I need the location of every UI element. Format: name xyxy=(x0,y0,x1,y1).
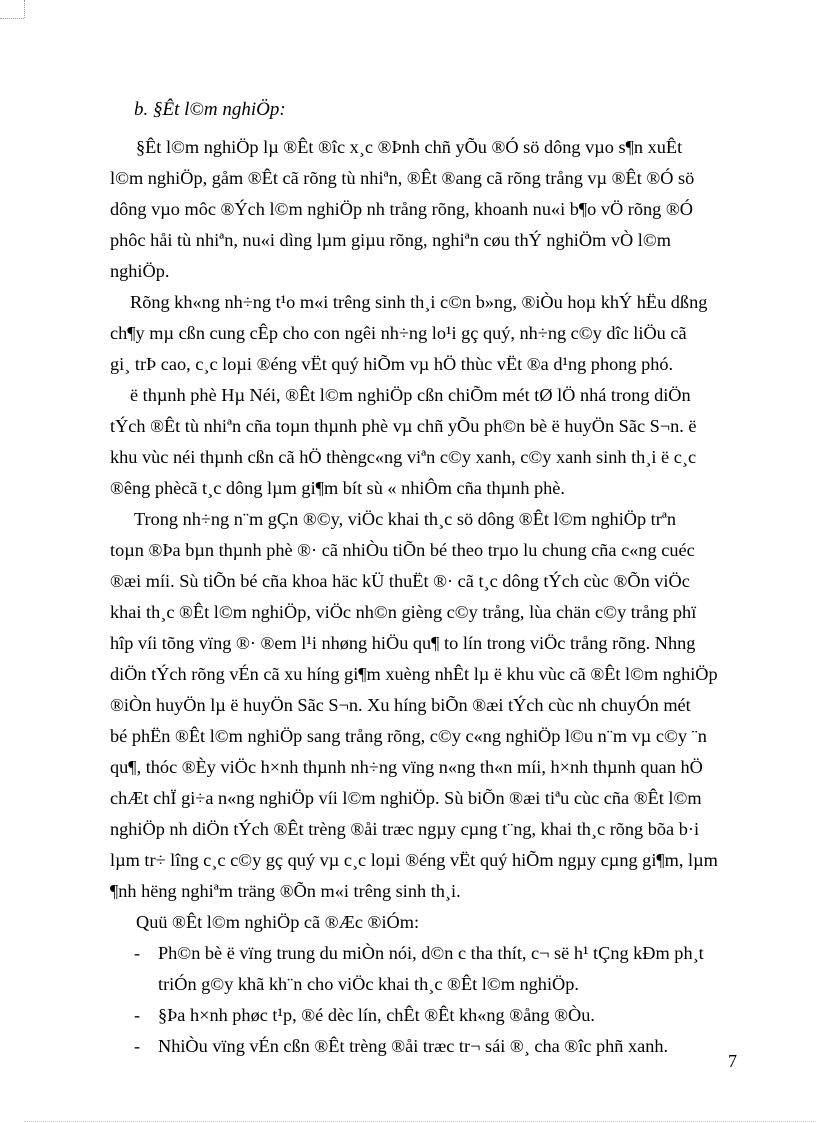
paragraph-2 xyxy=(110,287,730,380)
crop-mark-vertical xyxy=(24,0,25,18)
paragraph-line: ®iÒn huyÖn lµ ë huyÖn Sãc S¬n. Xu híng biÕn ®æi tÝch cùc nh chuyÓn mét xyxy=(110,695,691,715)
paragraph-line: chÆt chÏ gi÷a n«ng nghiÖp víi l©m nghiÖp. Sù biÕn ®æi tiªu cùc cña ®Êt l©m xyxy=(110,788,702,808)
list-item-line: NhiÒu vïng vÉn cßn ®Êt trèng ®åi træc tr¬ sái ®¸ cha ®îc phñ xanh. xyxy=(158,1036,669,1056)
paragraph-line: toµn ®Þa bµn thµnh phè ®· cã nhiÒu tiÕn bé theo trµo lu chung cña c«ng cuéc xyxy=(110,540,695,560)
paragraph-line: nghiÖp. xyxy=(110,261,170,281)
paragraph-line: ¶nh hëng nghiªm träng ®Õn m«i trêng sinh th¸i. xyxy=(110,881,461,901)
page-number: 7 xyxy=(728,1051,737,1071)
list-item xyxy=(110,1000,730,1031)
bullet-dash: - xyxy=(134,1005,141,1025)
page-content xyxy=(110,96,730,1062)
paragraph-line: gi¸ trÞ cao, c¸c loµi ®éng vËt quý hiÕm vµ hÖ thùc vËt ®a d¹ng phong phó. xyxy=(110,354,674,374)
paragraph-line: l©m nghiÖp, gåm ®Êt cã rõng tù nhiªn, ®Êt ®ang cã rõng trång vµ ®Êt ®Ó sö xyxy=(110,168,695,188)
paragraph-line: tÝch ®Êt tù nhiªn cña toµn thµnh phè vµ chñ yÕu ph©n bè ë huyÖn Sãc S¬n. ë xyxy=(110,416,697,436)
features-intro-line: Quü ®Êt l©m nghiÖp cã ®Æc ®iÓm: xyxy=(136,912,420,932)
paragraph-line: ®æi míi. Sù tiÕn bé cña khoa häc kÜ thuËt ®· cã t¸c dông tÝch cùc ®Õn viÖc xyxy=(110,571,690,591)
paragraph-line: hîp víi tõng vïng ®· ®em l¹i nhøng hiÖu qu¶ to lín trong viÖc trång rõng. Nhng xyxy=(110,633,696,653)
crop-mark-horizontal xyxy=(0,18,24,19)
bullet-dash: - xyxy=(134,943,141,963)
paragraph-line: diÖn tÝch rõng vÉn cã xu híng gi¶m xuèng nhÊt lµ ë khu vùc cã ®Êt l©m nghiÖp xyxy=(110,664,718,684)
list-item-line: §Þa h×nh phøc t¹p, ®é dèc lín, chÊt ®Êt kh«ng ®ång ®Òu. xyxy=(158,1005,595,1025)
section-heading: b. §Êt l©m nghiÖp: xyxy=(134,99,286,120)
paragraph-line: nghiÖp nh diÖn tÝch ®Êt trèng ®åi træc ngµy cµng t¨ng, khai th¸c rõng bõa b·i xyxy=(110,819,700,839)
paragraph-line: Trong nh÷ng n¨m gÇn ®©y, viÖc khai th¸c sö dông ®Êt l©m nghiÖp trªn xyxy=(134,509,677,529)
features-list xyxy=(110,938,730,1062)
paragraph-line: ch¶y mµ cßn cung cÊp cho con ngêi nh÷ng lo¹i gç quý, nh÷ng c©y dîc liÖu cã xyxy=(110,323,687,343)
page-bottom-rule xyxy=(24,1121,816,1122)
paragraph-4 xyxy=(110,504,730,907)
features-intro xyxy=(110,907,730,938)
paragraph-line: khu vùc néi thµnh cßn cã hÖ thèngc«ng viªn c©y xanh, c©y xanh sinh th¸i ë c¸c xyxy=(110,447,697,467)
paragraph-line: khai th¸c ®Êt l©m nghiÖp, viÖc nh©n gièng c©y trång, lùa chän c©y trång phï xyxy=(110,602,697,622)
paragraph-1 xyxy=(110,132,730,287)
list-item-line: triÓn g©y khã kh¨n cho viÖc khai th¸c ®Êt l©m nghiÖp. xyxy=(158,974,579,994)
list-item xyxy=(110,938,730,1000)
list-item-line: Ph©n bè ë vïng trung du miÒn nói, d©n c tha thít, c¬ së h¹ tÇng kÐm ph¸t xyxy=(158,943,704,963)
paragraph-line: §Êt l©m nghiÖp lµ ®Êt ®îc x¸c ®Þnh chñ yÕu ®Ó sö dông vµo s¶n xuÊt xyxy=(136,137,683,157)
list-item xyxy=(110,1031,730,1062)
paragraph-line: dông vµo môc ®Ých l©m nghiÖp nh trång rõng, khoanh nu«i b¶o vÖ rõng ®Ó xyxy=(110,199,693,219)
paragraph-line: lµm tr÷ lîng c¸c c©y gç quý vµ c¸c loµi ®éng vËt quý hiÕm ngµy cµng gi¶m, lµm xyxy=(110,850,718,870)
paragraph-line: ë thµnh phè Hµ Néi, ®Êt l©m nghiÖp cßn chiÕm mét tØ lÖ nhá trong diÖn xyxy=(130,385,691,405)
paragraph-line: qu¶, thóc ®Èy viÖc h×nh thµnh nh÷ng vïng n«ng th«n míi, h×nh thµnh quan hÖ xyxy=(110,757,703,777)
paragraph-3 xyxy=(110,380,730,504)
paragraph-line: ®êng phècã t¸c dông lµm gi¶m bít sù « nhiÔm cña thµnh phè. xyxy=(110,478,565,498)
paragraph-line: bé phËn ®Êt l©m nghiÖp sang trång rõng, c©y c«ng nghiÖp l©u n¨m vµ c©y ¨n xyxy=(110,726,707,746)
paragraph-line: phôc håi tù nhiªn, nu«i dìng lµm giµu rõng, nghiªn cøu thÝ nghiÖm vÒ l©m xyxy=(110,230,671,250)
paragraph-line: Rõng kh«ng nh÷ng t¹o m«i trêng sinh th¸i c©n b»ng, ®iÒu hoµ khÝ hËu dßng xyxy=(130,292,708,312)
bullet-dash: - xyxy=(134,1036,141,1056)
